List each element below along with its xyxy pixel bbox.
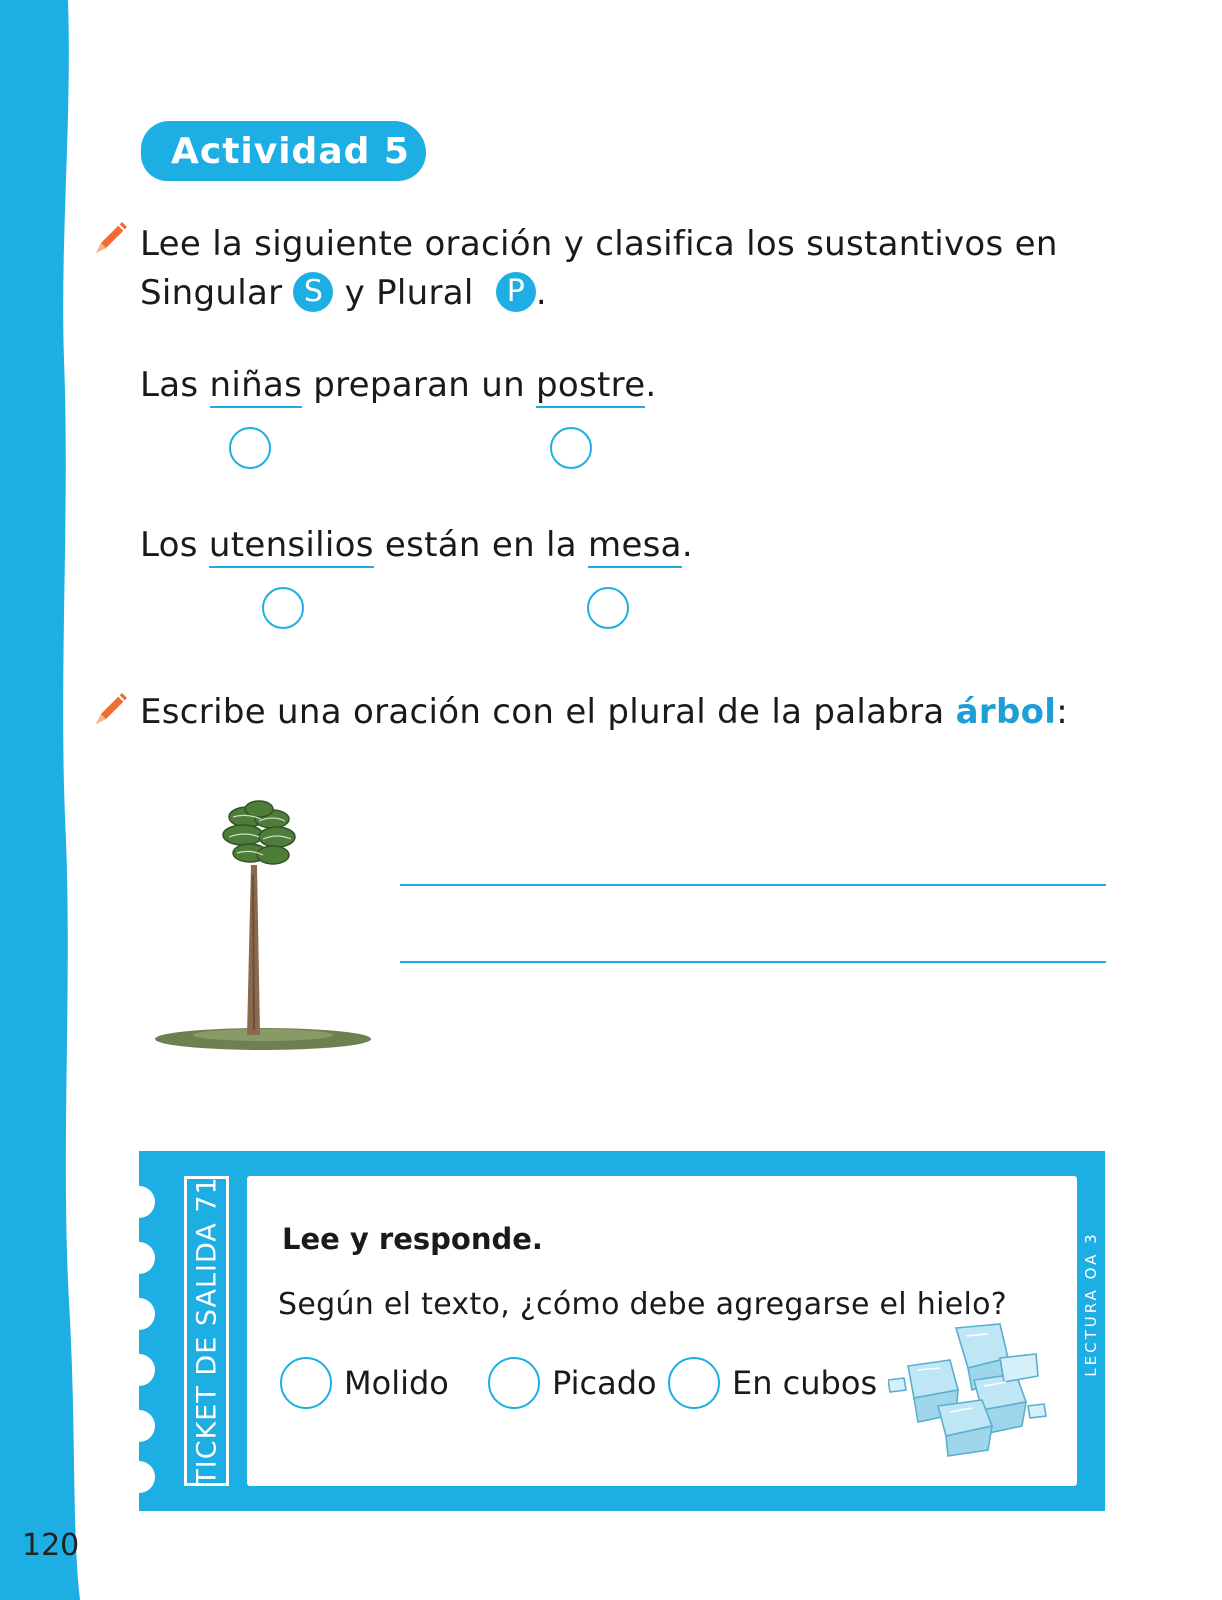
sentence-text: Los [140,525,209,565]
activity-title: Actividad 5 [141,121,426,181]
noun-utensilios: utensilios [209,525,374,568]
task2-instruction [140,688,1068,737]
ticket-notch [123,1354,155,1386]
option-molido[interactable] [280,1357,449,1409]
ice-cubes-illustration [888,1318,1068,1458]
ticket-side-label: LECTURA OA 3 [1082,1231,1100,1377]
pencil-icon [92,217,132,257]
sentence-text: están en la [373,525,589,565]
side-band [0,0,95,1600]
option-radio[interactable] [280,1357,332,1409]
option-radio[interactable] [668,1357,720,1409]
ticket-question: Según el texto, ¿cómo debe agregarse el hielo? [278,1287,1007,1322]
ticket-heading: Lee y responde. [282,1222,543,1256]
answer-circle-mesa[interactable] [587,587,629,629]
task2-colon: : [1056,692,1068,732]
answer-circle-postre[interactable] [550,427,592,469]
writing-line[interactable] [400,961,1106,963]
sentence-2 [140,525,693,565]
singular-word: Singular [140,273,283,313]
task1-instruction-line1: Lee la siguiente oración y clasifica los sustantivos en [140,224,1058,264]
task1-instruction-line2 [140,269,1058,318]
sentence-text: preparan un [302,365,537,405]
tree-illustration [135,795,375,1055]
task1-instruction [140,220,1058,318]
option-label: Picado [552,1364,657,1402]
sentence-text: . [681,525,693,565]
sentence-text: Las [140,365,210,405]
ticket-tab [184,1176,229,1486]
ticket-notch [123,1242,155,1274]
sentence-text: . [645,365,657,405]
pencil-icon [92,688,132,728]
keyword-arbol: árbol [955,692,1057,732]
ticket-notch [123,1298,155,1330]
plural-word: y Plural [344,273,474,313]
option-label: Molido [344,1364,449,1402]
option-label: En cubos [732,1364,878,1402]
page-number: 120 [22,1528,80,1563]
option-radio[interactable] [488,1357,540,1409]
sentence-1 [140,365,657,405]
ticket-notch [123,1410,155,1442]
answer-circle-utensilios[interactable] [262,587,304,629]
plural-badge: P [496,272,536,312]
answer-circle-ninas[interactable] [229,427,271,469]
instruction-period: . [535,273,548,313]
option-picado[interactable] [488,1357,657,1409]
option-en-cubos[interactable] [668,1357,877,1409]
writing-line[interactable] [400,884,1106,886]
ticket-notch [123,1461,155,1493]
noun-mesa: mesa [588,525,682,568]
task2-instruction-text: Escribe una oración con el plural de la palabra [140,692,956,732]
ticket-notch [123,1186,155,1218]
noun-postre: postre [536,365,645,408]
ticket-tab-label: TICKET DE SALIDA 71 [191,1176,222,1486]
singular-badge: S [293,272,333,312]
noun-ninas: niñas [210,365,303,408]
